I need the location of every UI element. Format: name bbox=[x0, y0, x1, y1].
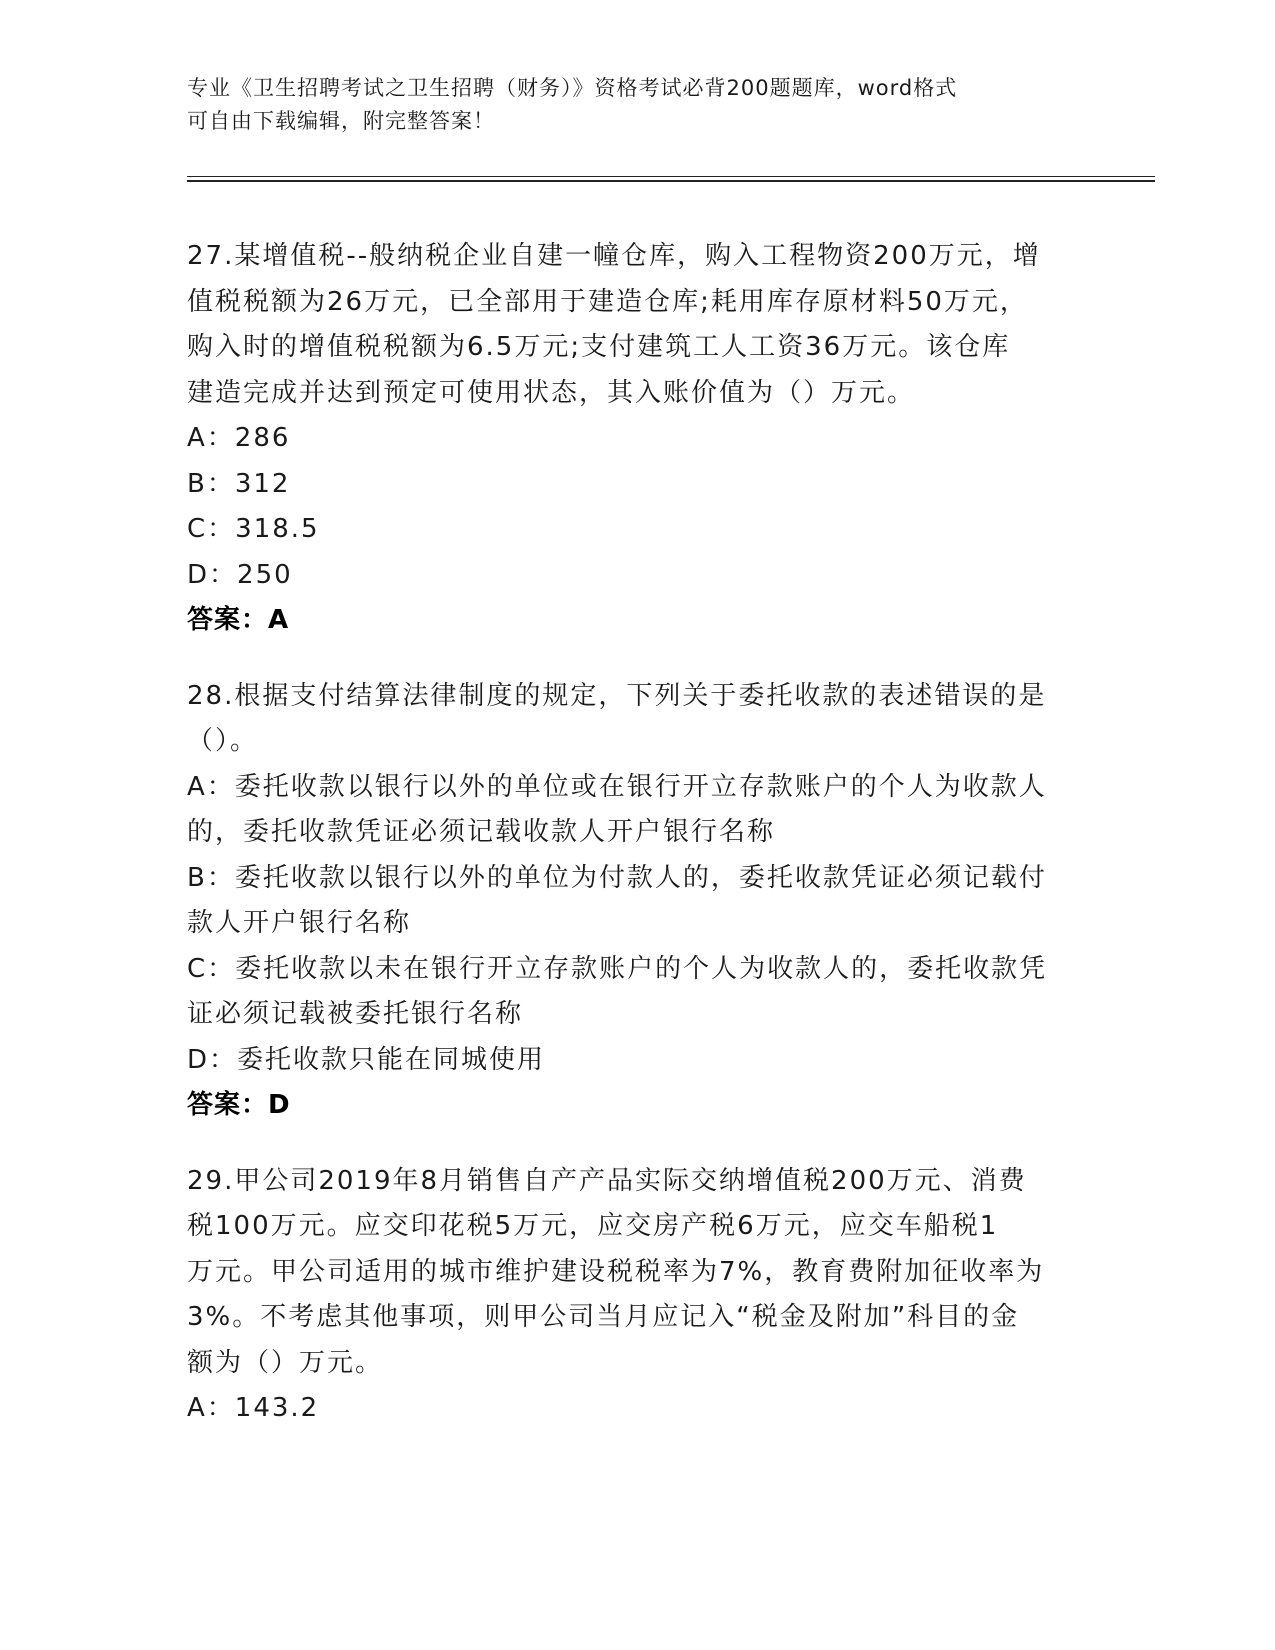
header-line: 可自由下载编辑，附完整答案！ bbox=[187, 109, 495, 133]
option-d: D：250 bbox=[187, 559, 293, 590]
question-stem-line: 29.甲公司2019年8月销售自产产品实际交纳增值税200万元、消费 bbox=[187, 1165, 1027, 1196]
option-a: A：143.2 bbox=[187, 1393, 320, 1423]
question-stem-line: （）。 bbox=[187, 726, 259, 756]
question-27 bbox=[187, 234, 1087, 644]
header-divider-thick bbox=[187, 180, 1155, 182]
question-28 bbox=[187, 674, 1087, 1129]
question-stem-line: 税100万元。应交印花税5万元，应交房产税6万元，应交车船税1 bbox=[187, 1211, 999, 1241]
question-stem-line: 27.某增值税--般纳税企业自建一幢仓库，购入工程物资200万元，增 bbox=[187, 241, 1041, 271]
option-a: A：286 bbox=[187, 423, 291, 453]
question-stem-line: 28.根据支付结算法律制度的规定，下列关于委托收款的表述错误的是 bbox=[187, 680, 1047, 711]
question-stem-line: 值税税额为26万元，已全部用于建造仓库;耗用库存原材料50万元， bbox=[187, 286, 1028, 317]
option-b: B：委托收款以银行以外的单位为付款人的，委托收款凭证必须记载付 bbox=[187, 862, 1047, 893]
question-29 bbox=[187, 1159, 1087, 1432]
header-divider-thin bbox=[187, 176, 1155, 177]
question-list bbox=[187, 234, 1087, 1462]
question-stem-line: 购入时的增值税税额为6.5万元;支付建筑工人工资36万元。该仓库 bbox=[187, 332, 1011, 362]
question-stem-line: 额为（）万元。 bbox=[187, 1347, 384, 1378]
answer-label: 答案：A bbox=[187, 605, 290, 635]
question-stem-line: 万元。甲公司适用的城市维护建设税税率为7%，教育费附加征收率为 bbox=[187, 1256, 1045, 1287]
question-stem-line: 建造完成并达到预定可使用状态，其入账价值为（）万元。 bbox=[187, 377, 916, 408]
option-b: B：312 bbox=[187, 468, 291, 499]
option-d: D：委托收款只能在同城使用 bbox=[187, 1044, 546, 1075]
option-c: C：委托收款以未在银行开立存款账户的个人为收款人的，委托收款凭 bbox=[187, 953, 1048, 984]
option-a-continued: 的，委托收款凭证必须记载收款人开户银行名称 bbox=[187, 817, 776, 847]
option-c: C：318.5 bbox=[187, 514, 320, 544]
page-header bbox=[187, 72, 1087, 138]
answer-label: 答案：D bbox=[187, 1090, 291, 1120]
option-a: A：委托收款以银行以外的单位或在银行开立存款账户的个人为收款人 bbox=[187, 771, 1047, 802]
option-b-continued: 款人开户银行名称 bbox=[187, 908, 412, 938]
question-stem-line: 3%。不考虑其他事项，则甲公司当月应记入“税金及附加”科目的金 bbox=[187, 1302, 1020, 1332]
option-c-continued: 证必须记载被委托银行名称 bbox=[187, 999, 524, 1029]
header-line: 专业《卫生招聘考试之卫生招聘（财务）》资格考试必背200题题库，word格式 bbox=[187, 76, 958, 100]
